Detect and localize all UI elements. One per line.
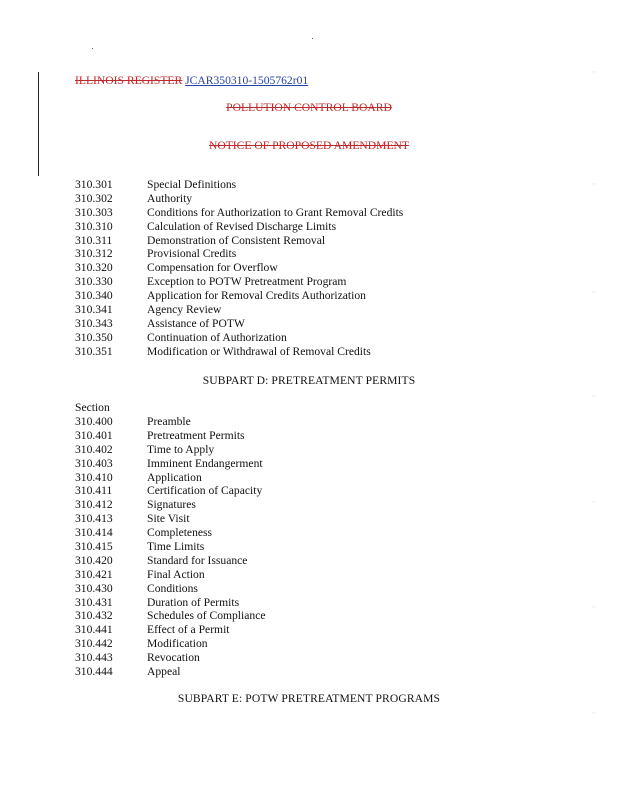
section-number: 310.301 — [75, 178, 113, 191]
section-title: Pretreatment Permits — [147, 428, 245, 442]
register-title-deleted: ILLINOIS REGISTER — [75, 74, 183, 87]
section-number: 310.412 — [75, 498, 113, 512]
section-title: Schedules of Compliance — [147, 609, 266, 623]
section-title: Time to Apply — [147, 442, 215, 456]
section-row — [75, 471, 266, 485]
section-title: Time Limits — [147, 540, 205, 554]
subpart-c-section-list — [75, 178, 403, 359]
section-title: Completeness — [147, 526, 213, 540]
section-title: Exception to POTW Pretreatment Program — [147, 275, 347, 289]
section-number: 310.432 — [75, 609, 113, 623]
jcar-reference-inserted: JCAR350310-1505762r01 — [185, 74, 309, 87]
section-number: 310.312 — [75, 247, 113, 261]
section-number: 310.420 — [75, 553, 113, 567]
section-number: 310.444 — [75, 665, 113, 679]
section-row — [75, 345, 403, 359]
section-row — [75, 526, 266, 540]
board-name-deleted: POLLUTION CONTROL BOARD — [226, 101, 392, 114]
margin-scan-mark: ⋅⋅ — [592, 605, 597, 611]
revision-bar — [38, 72, 39, 176]
margin-scan-mark: ⋅⋅ — [592, 500, 597, 506]
section-row — [75, 484, 266, 498]
section-number: 310.414 — [75, 526, 113, 540]
section-row — [75, 220, 403, 234]
section-title: Certification of Capacity — [147, 484, 263, 498]
section-title: Provisional Credits — [147, 247, 237, 261]
margin-scan-mark: ⋅⋅ — [592, 394, 597, 400]
margin-scan-mark: ⋅⋅ — [592, 711, 597, 717]
subpart-e-heading: SUBPART E: POTW PRETREATMENT PROGRAMS — [177, 692, 441, 705]
section-row — [75, 443, 266, 457]
section-number: 310.421 — [75, 567, 113, 581]
section-row — [75, 275, 403, 289]
section-number: 310.350 — [75, 330, 113, 344]
section-title: Final Action — [147, 567, 205, 581]
section-row — [75, 247, 403, 261]
section-row — [75, 234, 403, 248]
section-row — [75, 261, 403, 275]
section-row — [75, 317, 403, 331]
section-row — [75, 651, 266, 665]
section-title: Revocation — [147, 651, 200, 665]
section-row — [75, 596, 266, 610]
section-title: Effect of a Permit — [147, 623, 230, 637]
section-number: 310.320 — [75, 261, 113, 275]
section-column-label: Section — [75, 401, 110, 414]
register-header — [75, 74, 308, 88]
section-number: 310.302 — [75, 191, 113, 205]
board-heading — [0, 101, 618, 115]
section-title: Continuation of Authorization — [147, 330, 287, 344]
section-row — [75, 457, 266, 471]
section-title: Appeal — [147, 665, 181, 679]
section-row — [75, 512, 266, 526]
section-title: Assistance of POTW — [147, 316, 245, 330]
section-row — [75, 623, 266, 637]
margin-scan-mark: ⋅⋅ — [592, 70, 597, 76]
section-number: 310.343 — [75, 316, 113, 330]
section-title: Duration of Permits — [147, 595, 240, 609]
section-title: Special Definitions — [147, 178, 237, 191]
section-title: Conditions — [147, 581, 198, 595]
section-row — [75, 665, 266, 679]
section-number: 310.310 — [75, 219, 113, 233]
section-title: Preamble — [147, 415, 191, 428]
section-number: 310.402 — [75, 442, 113, 456]
section-title: Signatures — [147, 498, 196, 512]
section-row — [75, 568, 266, 582]
section-title: Calculation of Revised Discharge Limits — [147, 219, 337, 233]
section-row — [75, 637, 266, 651]
section-row — [75, 303, 403, 317]
margin-scan-mark: ⋅⋅ — [592, 290, 597, 296]
section-number: 310.415 — [75, 540, 113, 554]
section-title: Application — [147, 470, 202, 484]
notice-title-deleted: NOTICE OF PROPOSED AMENDMENT — [208, 139, 409, 152]
section-row — [75, 498, 266, 512]
section-row — [75, 582, 266, 596]
section-number: 310.413 — [75, 512, 113, 526]
section-row — [75, 429, 266, 443]
section-title: Site Visit — [147, 512, 190, 526]
section-row — [75, 289, 403, 303]
section-number: 310.400 — [75, 415, 113, 428]
section-number: 310.341 — [75, 303, 113, 317]
section-title: Conditions for Authorization to Grant Removal Credits — [147, 205, 404, 219]
margin-scan-mark: ⋅⋅ — [592, 182, 597, 188]
section-number: 310.303 — [75, 205, 113, 219]
section-number: 310.430 — [75, 581, 113, 595]
section-title: Agency Review — [147, 303, 222, 317]
section-row — [75, 331, 403, 345]
section-number: 310.401 — [75, 428, 113, 442]
section-number: 310.351 — [75, 344, 113, 358]
section-row — [75, 192, 403, 206]
section-number: 310.311 — [75, 233, 113, 247]
section-number: 310.442 — [75, 637, 113, 651]
section-title: Compensation for Overflow — [147, 261, 278, 275]
section-number: 310.403 — [75, 456, 113, 470]
section-row — [75, 540, 266, 554]
scan-speck — [312, 38, 313, 39]
section-number: 310.330 — [75, 275, 113, 289]
section-number: 310.431 — [75, 595, 113, 609]
subpart-d-section-list — [75, 415, 266, 679]
section-row — [75, 554, 266, 568]
section-title: Modification — [147, 637, 208, 651]
section-number: 310.411 — [75, 484, 113, 498]
section-row — [75, 415, 266, 429]
subpart-d-heading: SUBPART D: PRETREATMENT PERMITS — [202, 374, 416, 387]
section-title: Modification or Withdrawal of Removal Credits — [147, 344, 371, 358]
section-row — [75, 206, 403, 220]
section-number: 310.443 — [75, 651, 113, 665]
section-number: 310.441 — [75, 623, 113, 637]
section-title: Application for Removal Credits Authorization — [147, 289, 366, 303]
section-title: Standard for Issuance — [147, 553, 248, 567]
section-number: 310.410 — [75, 470, 113, 484]
section-number: 310.340 — [75, 289, 113, 303]
section-row — [75, 178, 403, 192]
section-row — [75, 609, 266, 623]
section-title: Authority — [147, 191, 193, 205]
section-title: Demonstration of Consistent Removal — [147, 233, 326, 247]
notice-heading — [0, 139, 618, 153]
section-title: Imminent Endangerment — [147, 456, 263, 470]
scan-speck — [92, 48, 93, 49]
